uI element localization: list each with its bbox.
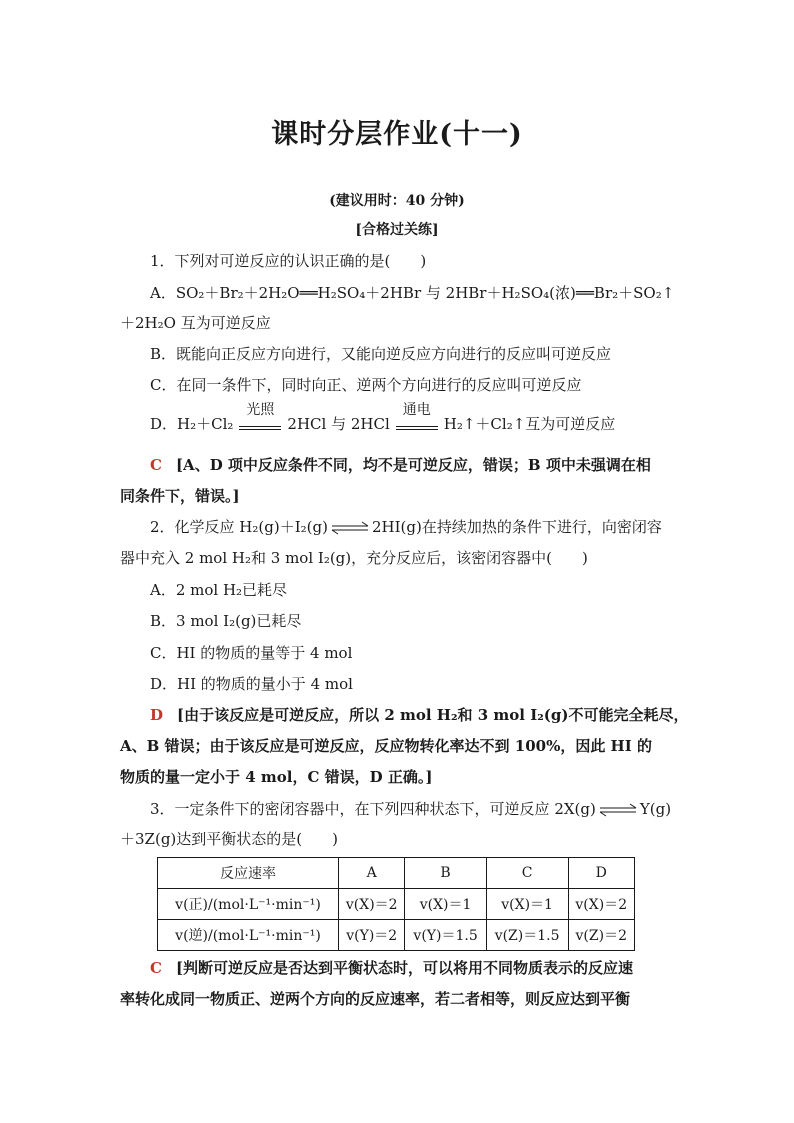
table-cell: v(X)＝1 — [486, 889, 568, 920]
q3-explanation-line2: 率转化成同一物质正、逆两个方向的反应速率，若二者相等，则反应达到平衡 — [120, 990, 631, 1008]
rate-table — [157, 857, 635, 951]
condition-light — [237, 402, 283, 434]
table-header-cell: C — [486, 858, 568, 889]
q3-stem-line1 — [150, 799, 680, 819]
q3-exp-text: [判断可逆反应是否达到平衡状态时，可以将用不同物质表示的反应速 — [175, 959, 634, 977]
q3-stem-b: Y(g) — [639, 800, 672, 818]
q1-stem: 1．下列对可逆反应的认识正确的是( ) — [150, 252, 427, 270]
q1-d-prefix: D．H₂＋Cl₂ — [150, 415, 234, 433]
q1-answer: C — [150, 456, 162, 474]
table-cell: v(Z)＝2 — [568, 920, 634, 951]
q2-stem-a: 2．化学反应 H₂(g)＋I₂(g) — [150, 518, 328, 536]
table-cell: v(X)＝1 — [405, 889, 486, 920]
q2-explanation-line1 — [150, 705, 689, 725]
q2-explanation-line2: A、B 错误；由于该反应是可逆反应，反应物转化率达不到 100%，因此 HI 的 — [120, 737, 652, 755]
q2-option-a: A．2 mol H₂已耗尽 — [150, 581, 288, 599]
table-cell: v(正)/(mol·L⁻¹·min⁻¹) — [158, 889, 339, 920]
q2-option-d: D．HI 的物质的量小于 4 mol — [150, 675, 353, 693]
table-cell: v(X)＝2 — [339, 889, 405, 920]
table-header-cell: 反应速率 — [158, 858, 339, 889]
q1-explanation-line1 — [150, 455, 680, 475]
condition-electric — [394, 402, 440, 434]
table-cell: v(逆)/(mol·L⁻¹·min⁻¹) — [158, 920, 339, 951]
q1-explanation-line2: 同条件下，错误。] — [120, 487, 240, 505]
q2-stem-line2: 器中充入 2 mol H₂和 3 mol I₂(g)，充分反应后，该密闭容器中( ) — [120, 549, 588, 567]
q1-option-c: C．在同一条件下，同时向正、逆两个方向进行的反应叫可逆反应 — [150, 376, 582, 394]
q2-option-c: C．HI 的物质的量等于 4 mol — [150, 644, 353, 662]
condition-electric-label: 通电 — [402, 402, 431, 418]
q1-option-b: B．既能向正反应方向进行，又能向逆反应方向进行的反应叫可逆反应 — [150, 345, 612, 363]
table-cell: v(X)＝2 — [568, 889, 634, 920]
q2-stem-line1 — [150, 517, 680, 537]
q3-stem-line2: ＋3Z(g)达到平衡状态的是( ) — [120, 830, 338, 848]
q2-option-b: B．3 mol I₂(g)已耗尽 — [150, 612, 302, 630]
table-cell: v(Y)＝2 — [339, 920, 405, 951]
q1-exp-text: [A、D 项中反应条件不同，均不是可逆反应，错误；B 项中未强调在相 — [175, 456, 651, 474]
page-title: 课时分层作业(十一) — [271, 119, 523, 150]
q2-exp-text: [由于该反应是可逆反应，所以 2 mol H₂和 3 mol I₂(g)不可能完全耗尽， — [177, 706, 689, 724]
table-header-cell: B — [405, 858, 486, 889]
q1-option-a-line1: A．SO₂＋Br₂＋2H₂O══H₂SO₄＋2HBr 与 2HBr＋H₂SO₄(浓)══Br₂＋SO₂↑ — [150, 284, 675, 302]
table-header-row — [158, 858, 635, 889]
table-row — [158, 889, 635, 920]
q2-explanation-line3: 物质的量一定小于 4 mol，C 错误，D 正确。] — [120, 768, 433, 786]
equilibrium-arrow-icon — [330, 521, 370, 535]
q3-stem-a: 3．一定条件下的密闭容器中，在下列四种状态下，可逆反应 2X(g) — [150, 800, 596, 818]
q1-d-suffix: H₂↑＋Cl₂↑互为可逆反应 — [443, 415, 616, 433]
condition-light-label: 光照 — [246, 402, 275, 418]
q1-option-a-line2: ＋2H₂O 互为可逆反应 — [120, 314, 271, 332]
equilibrium-arrow-icon — [598, 803, 638, 817]
time-note: (建议用时：40 分钟) — [329, 193, 465, 209]
table-cell: v(Z)＝1.5 — [486, 920, 568, 951]
q2-stem-b: 2HI(g)在持续加热的条件下进行，向密闭容 — [371, 518, 662, 536]
q2-answer: D — [150, 706, 164, 724]
table-header-cell: A — [339, 858, 405, 889]
q3-answer: C — [150, 959, 162, 977]
table-cell: v(Y)＝1.5 — [405, 920, 486, 951]
table-row — [158, 920, 635, 951]
q1-option-d — [150, 402, 680, 434]
table-header-cell: D — [568, 858, 634, 889]
q3-explanation-line1 — [150, 958, 680, 978]
section-heading: [合格过关练] — [355, 222, 439, 238]
q1-d-mid: 2HCl 与 2HCl — [287, 415, 390, 433]
